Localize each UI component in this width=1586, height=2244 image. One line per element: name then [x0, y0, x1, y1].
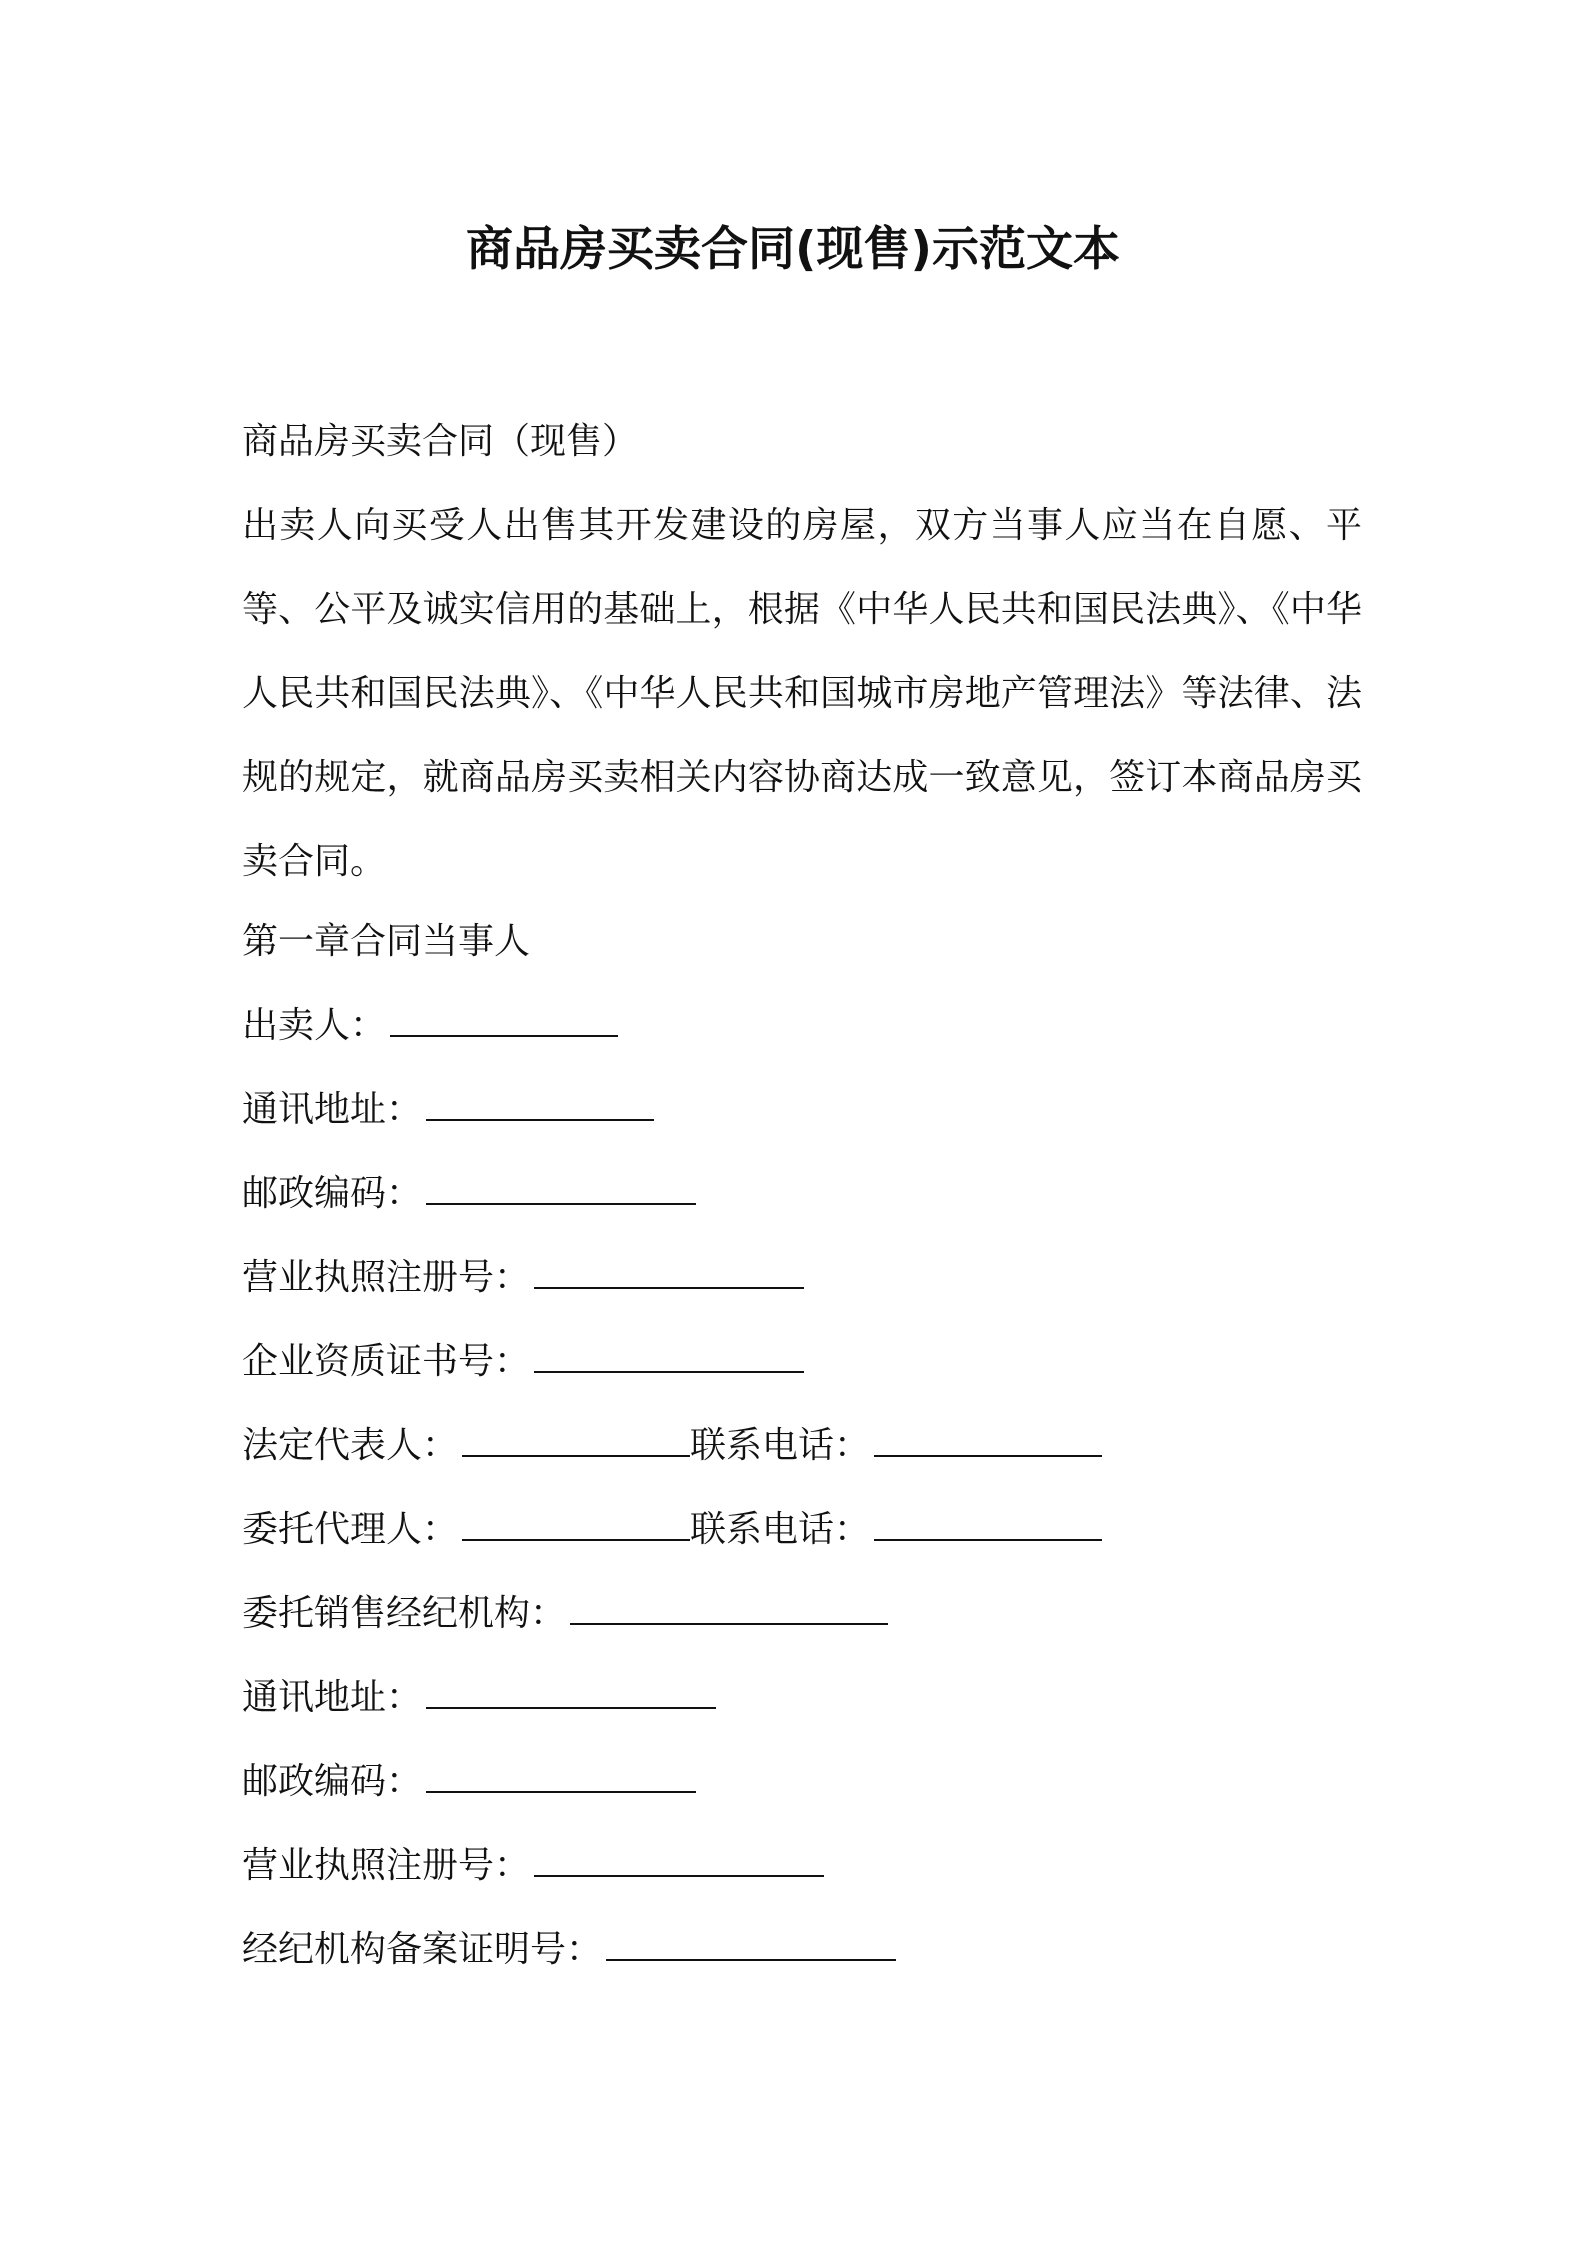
- field-qualification-cert: [242, 1320, 1362, 1404]
- fill-in-blank-phone[interactable]: [874, 1417, 1102, 1457]
- document-title: 商品房买卖合同(现售)示范文本: [466, 222, 1120, 277]
- chapter-heading: 第一章合同当事人: [242, 921, 531, 962]
- field-postcode: [242, 1152, 1362, 1236]
- fill-in-blank[interactable]: [462, 1417, 690, 1457]
- field-label: 法定代表人：: [242, 1425, 459, 1466]
- field-label: 经纪机构备案证明号：: [242, 1929, 603, 1970]
- field-agency-address: [242, 1656, 1362, 1740]
- field-label: 企业资质证书号：: [242, 1341, 531, 1382]
- field-agency-filing-cert: [242, 1908, 1362, 1992]
- field-business-license: [242, 1236, 1362, 1320]
- field-legal-representative: [242, 1404, 1362, 1488]
- fill-in-blank[interactable]: [426, 1753, 696, 1793]
- field-label: 营业执照注册号：: [242, 1257, 531, 1298]
- contract-subtitle: 商品房买卖合同（现售）: [242, 421, 639, 462]
- field-label: 通讯地址：: [242, 1089, 423, 1130]
- field-label-phone: 联系电话：: [690, 1425, 871, 1466]
- field-agency-business-license: [242, 1824, 1362, 1908]
- fill-in-blank[interactable]: [534, 1333, 804, 1373]
- field-label: 邮政编码：: [242, 1173, 423, 1214]
- fill-in-blank[interactable]: [462, 1501, 690, 1541]
- field-label: 委托代理人：: [242, 1509, 459, 1550]
- field-agency-postcode: [242, 1740, 1362, 1824]
- field-address: [242, 1068, 1362, 1152]
- fill-in-blank[interactable]: [426, 1165, 696, 1205]
- field-label: 出卖人：: [242, 1005, 387, 1046]
- fill-in-blank[interactable]: [534, 1837, 824, 1877]
- fill-in-blank[interactable]: [426, 1669, 716, 1709]
- fill-in-blank[interactable]: [534, 1249, 804, 1289]
- fill-in-blank[interactable]: [606, 1921, 896, 1961]
- fill-in-blank-phone[interactable]: [874, 1501, 1102, 1541]
- field-label: 委托销售经纪机构：: [242, 1593, 567, 1634]
- fill-in-blank[interactable]: [570, 1585, 888, 1625]
- field-authorized-agent: [242, 1488, 1362, 1572]
- fill-in-blank[interactable]: [426, 1081, 654, 1121]
- intro-paragraph: [242, 484, 1362, 904]
- field-label: 邮政编码：: [242, 1761, 423, 1802]
- field-label: 通讯地址：: [242, 1677, 423, 1718]
- field-label: 营业执照注册号：: [242, 1845, 531, 1886]
- fill-in-blank[interactable]: [390, 997, 618, 1037]
- field-seller: [242, 984, 1362, 1068]
- field-sales-agency: [242, 1572, 1362, 1656]
- field-label-phone: 联系电话：: [690, 1509, 871, 1550]
- party-fields: [242, 984, 1362, 1992]
- intro-text: 出卖人向买受人出售其开发建设的房屋，双方当事人应当在自愿、平等、公平及诚实信用的基础上，根据《中华人民共和国民法典》、《中华人民共和国民法典》、《中华人民共和国城市房地产管理法》等法律、法规的规定，就商品房买卖相关内容协商达成一致意见，签订本商品房买卖合同。: [242, 505, 1362, 882]
